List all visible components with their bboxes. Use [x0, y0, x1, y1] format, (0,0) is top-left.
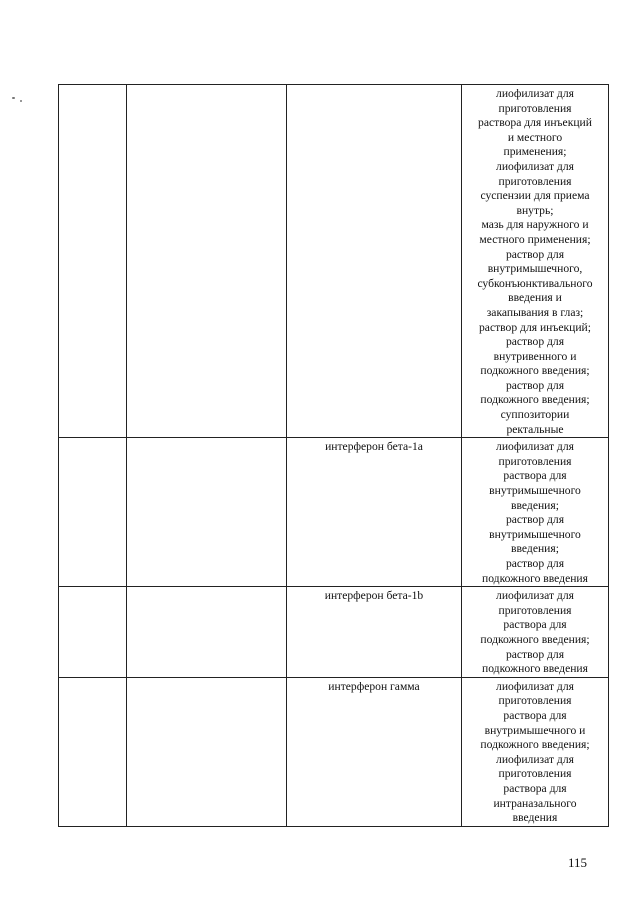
dosage-form-line: подкожного введения;: [480, 364, 590, 378]
group-name-cell: [127, 587, 287, 678]
dosage-form-line: приготовления: [498, 454, 572, 468]
dosage-forms-cell: [462, 438, 609, 587]
atc-code-cell: [59, 438, 127, 587]
dosage-form-line: мазь для наружного и: [481, 218, 589, 232]
table-row: [59, 438, 609, 587]
dosage-forms-cell: [462, 677, 609, 826]
dosage-form-line: раствор для: [505, 557, 565, 570]
dosage-form-line: раствор для: [505, 378, 565, 392]
group-name-cell: [127, 438, 287, 587]
dosage-form-line: интраназального: [493, 796, 577, 810]
dosage-form-line: раствор для инъекций;: [479, 320, 591, 334]
dosage-form-line: введения и: [508, 291, 562, 305]
dosage-form-line: применения;: [503, 145, 567, 159]
dosage-form-line: лиофилизат для: [496, 752, 574, 766]
dosage-form-line: подкожного введения;: [480, 632, 590, 646]
atc-code-cell: [59, 85, 127, 438]
drug-name-cell: [287, 85, 462, 438]
atc-code-cell: [59, 677, 127, 826]
dosage-form-line: раствор для: [505, 247, 565, 261]
dosage-form-line: приготовления: [498, 603, 572, 617]
dosage-form-line: субконъюнктивального: [477, 276, 593, 290]
dosage-form-line: приготовления: [498, 694, 572, 708]
dosage-form-line: лиофилизат для: [496, 440, 574, 454]
group-name-cell: [127, 85, 287, 438]
dosage-form-line: внутривенного и: [493, 349, 577, 363]
drug-name-cell: интерферон гамма: [287, 677, 462, 826]
dosage-form-line: раствор для: [505, 647, 565, 661]
dosage-form-line: суспензии для приема: [480, 189, 590, 203]
group-name-cell: [127, 677, 287, 826]
dosage-form-line: суппозитории: [500, 408, 570, 422]
atc-code-cell: [59, 587, 127, 678]
dosage-form-line: лиофилизат для: [496, 87, 574, 100]
scan-speck: [20, 100, 22, 102]
dosage-forms-cell: [462, 587, 609, 678]
dosage-form-line: внутрь;: [516, 203, 554, 217]
dosage-form-line: приготовления: [498, 101, 572, 115]
dosage-form-line: внутримышечного и: [484, 723, 586, 737]
dosage-form-line: раствора для инъекций: [478, 116, 592, 130]
dosage-form-line: ректальные: [506, 422, 564, 436]
dosage-form-line: местного применения;: [479, 232, 591, 246]
dosage-form-line: приготовления: [498, 767, 572, 781]
dosage-form-line: внутримышечного,: [487, 262, 583, 276]
dosage-form-line: лиофилизат для: [496, 159, 574, 173]
dosage-form-line: подкожного введения: [482, 662, 588, 676]
dosage-form-line: внутримышечного: [489, 527, 581, 541]
dosage-form-line: раствора для: [503, 781, 567, 795]
dosage-form-line: и местного: [507, 130, 563, 144]
dosage-form-line: лиофилизат для: [496, 589, 574, 603]
dosage-form-line: закапывания в глаз;: [486, 305, 584, 319]
drug-table: [58, 84, 609, 827]
page-number: 115: [568, 855, 588, 870]
table-body: [59, 85, 609, 827]
scan-speck: [12, 97, 15, 99]
drug-name-cell: интерферон бета-1a: [287, 438, 462, 587]
dosage-form-line: введения;: [511, 542, 559, 556]
dosage-form-line: раствор для: [505, 335, 565, 349]
dosage-form-line: подкожного введения: [482, 571, 588, 585]
table-row: [59, 677, 609, 826]
dosage-form-line: внутримышечного: [489, 484, 581, 498]
dosage-form-line: приготовления: [498, 174, 572, 188]
dosage-forms-cell: [462, 85, 609, 438]
dosage-form-line: раствора для: [503, 708, 567, 722]
dosage-form-line: введения: [512, 811, 558, 825]
dosage-form-line: подкожного введения;: [480, 393, 590, 407]
dosage-form-line: подкожного введения;: [480, 738, 590, 752]
table-row: [59, 587, 609, 678]
table-row: [59, 85, 609, 438]
dosage-form-line: раствор для: [505, 513, 565, 527]
dosage-form-line: введения;: [511, 498, 559, 512]
dosage-form-line: раствора для: [503, 618, 567, 632]
drug-name-cell: интерферон бета-1b: [287, 587, 462, 678]
dosage-form-line: лиофилизат для: [496, 679, 574, 693]
dosage-form-line: раствора для: [503, 469, 567, 483]
